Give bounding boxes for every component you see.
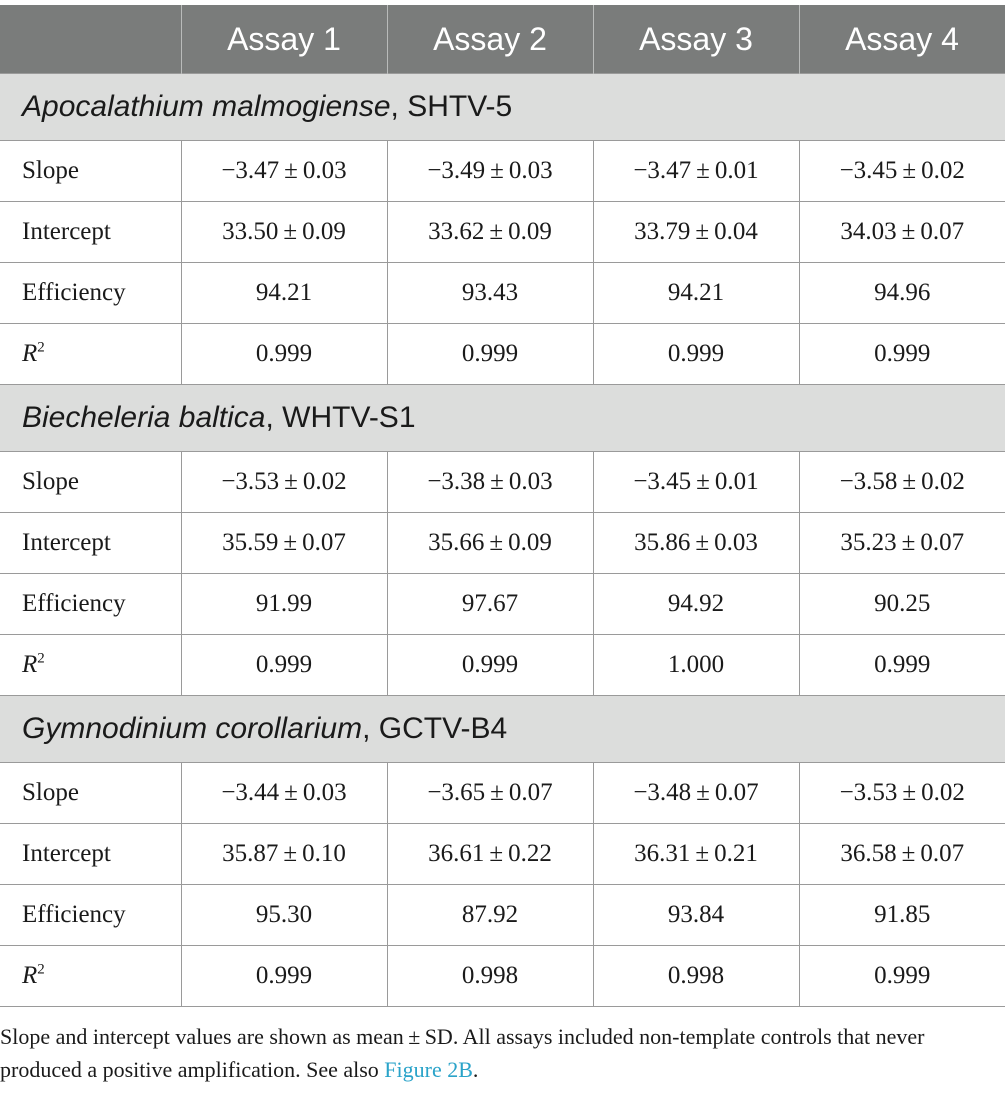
table-cell: 34.03 ± 0.07 xyxy=(799,202,1005,263)
row-label: Slope xyxy=(0,763,181,824)
qpcr-assay-table xyxy=(0,5,1005,1007)
table-cell: 94.96 xyxy=(799,263,1005,324)
table-cell: −3.49 ± 0.03 xyxy=(387,141,593,202)
row-label: Efficiency xyxy=(0,885,181,946)
figure-link[interactable]: Figure 2B xyxy=(384,1057,473,1082)
table-cell: −3.38 ± 0.03 xyxy=(387,452,593,513)
table-cell: 0.999 xyxy=(799,324,1005,385)
table-cell: 36.58 ± 0.07 xyxy=(799,824,1005,885)
table-cell: −3.44 ± 0.03 xyxy=(181,763,387,824)
table-cell: −3.48 ± 0.07 xyxy=(593,763,799,824)
table-cell: 97.67 xyxy=(387,574,593,635)
table-cell: 0.999 xyxy=(593,324,799,385)
table-cell: 0.998 xyxy=(593,946,799,1007)
table-cell: 35.23 ± 0.07 xyxy=(799,513,1005,574)
species-name: Apocalathium malmogiense xyxy=(22,90,391,123)
row-label xyxy=(0,324,181,385)
table-cell: 0.999 xyxy=(181,946,387,1007)
table-cell: 35.87 ± 0.10 xyxy=(181,824,387,885)
table-cell: −3.47 ± 0.01 xyxy=(593,141,799,202)
header-assay-1: Assay 1 xyxy=(181,5,387,74)
table-cell: 94.21 xyxy=(593,263,799,324)
table-cell: 90.25 xyxy=(799,574,1005,635)
table-row xyxy=(0,885,1005,946)
table-cell: 93.43 xyxy=(387,263,593,324)
table-cell: 87.92 xyxy=(387,885,593,946)
table-cell: 35.59 ± 0.07 xyxy=(181,513,387,574)
table-cell: 35.66 ± 0.09 xyxy=(387,513,593,574)
table-cell: 33.62 ± 0.09 xyxy=(387,202,593,263)
row-label: Intercept xyxy=(0,202,181,263)
table-cell: 0.999 xyxy=(799,946,1005,1007)
table-row xyxy=(0,452,1005,513)
row-label: Efficiency xyxy=(0,263,181,324)
row-label: Slope xyxy=(0,452,181,513)
row-label: Intercept xyxy=(0,513,181,574)
table-row xyxy=(0,635,1005,696)
table-row xyxy=(0,324,1005,385)
table-cell: 0.999 xyxy=(181,635,387,696)
table-row xyxy=(0,513,1005,574)
r-squared-symbol: $R^2$ xyxy=(22,339,45,368)
table-row xyxy=(0,946,1005,1007)
r-squared-symbol: $R^2$ xyxy=(22,961,45,990)
table-row xyxy=(0,141,1005,202)
table-cell: −3.53 ± 0.02 xyxy=(181,452,387,513)
table-row xyxy=(0,824,1005,885)
table-cell: 1.000 xyxy=(593,635,799,696)
table-cell: −3.58 ± 0.02 xyxy=(799,452,1005,513)
strain-name: , WHTV-S1 xyxy=(265,401,416,434)
species-group-row xyxy=(0,696,1005,763)
table-cell: −3.65 ± 0.07 xyxy=(387,763,593,824)
species-name: Biecheleria baltica xyxy=(22,401,266,434)
table-cell: 91.85 xyxy=(799,885,1005,946)
table-cell: 94.21 xyxy=(181,263,387,324)
table-cell: 33.50 ± 0.09 xyxy=(181,202,387,263)
strain-name: , SHTV-5 xyxy=(390,90,513,123)
strain-name: , GCTV-B4 xyxy=(362,712,508,745)
table-row xyxy=(0,763,1005,824)
r-squared-symbol: $R^2$ xyxy=(22,650,45,679)
header-assay-4: Assay 4 xyxy=(799,5,1005,74)
species-group-heading xyxy=(0,74,1005,141)
table-cell: 0.999 xyxy=(799,635,1005,696)
species-group-heading xyxy=(0,385,1005,452)
table-cell: 33.79 ± 0.04 xyxy=(593,202,799,263)
row-label xyxy=(0,635,181,696)
table-row xyxy=(0,202,1005,263)
table-cell: −3.45 ± 0.01 xyxy=(593,452,799,513)
table-cell: 0.999 xyxy=(387,635,593,696)
table-cell: 0.998 xyxy=(387,946,593,1007)
row-label: Slope xyxy=(0,141,181,202)
table-cell: 0.999 xyxy=(181,324,387,385)
table-cell: −3.47 ± 0.03 xyxy=(181,141,387,202)
table-cell: 95.30 xyxy=(181,885,387,946)
footnote-end: . xyxy=(472,1057,479,1082)
row-label xyxy=(0,946,181,1007)
table-cell: −3.45 ± 0.02 xyxy=(799,141,1005,202)
row-label: Efficiency xyxy=(0,574,181,635)
species-group-heading xyxy=(0,696,1005,763)
table-cell: 93.84 xyxy=(593,885,799,946)
table-cell: 0.999 xyxy=(387,324,593,385)
table-cell: 94.92 xyxy=(593,574,799,635)
table-cell: −3.53 ± 0.02 xyxy=(799,763,1005,824)
table-row xyxy=(0,263,1005,324)
header-row xyxy=(0,5,1005,74)
species-name: Gymnodinium corollarium xyxy=(22,712,363,745)
header-corner-cell xyxy=(0,5,181,74)
footnote-text: Slope and intercept values are shown as mean ± SD. All assays included non-template controls that never produced a positive amplification. See also xyxy=(0,1024,925,1082)
header-assay-3: Assay 3 xyxy=(593,5,799,74)
table-body xyxy=(0,74,1005,1007)
header-assay-2: Assay 2 xyxy=(387,5,593,74)
table-cell: 35.86 ± 0.03 xyxy=(593,513,799,574)
table-cell: 91.99 xyxy=(181,574,387,635)
row-label: Intercept xyxy=(0,824,181,885)
species-group-row xyxy=(0,385,1005,452)
table-row xyxy=(0,574,1005,635)
species-group-row xyxy=(0,74,1005,141)
table-cell: 36.61 ± 0.22 xyxy=(387,824,593,885)
table-footnote xyxy=(0,1020,1000,1086)
table-cell: 36.31 ± 0.21 xyxy=(593,824,799,885)
